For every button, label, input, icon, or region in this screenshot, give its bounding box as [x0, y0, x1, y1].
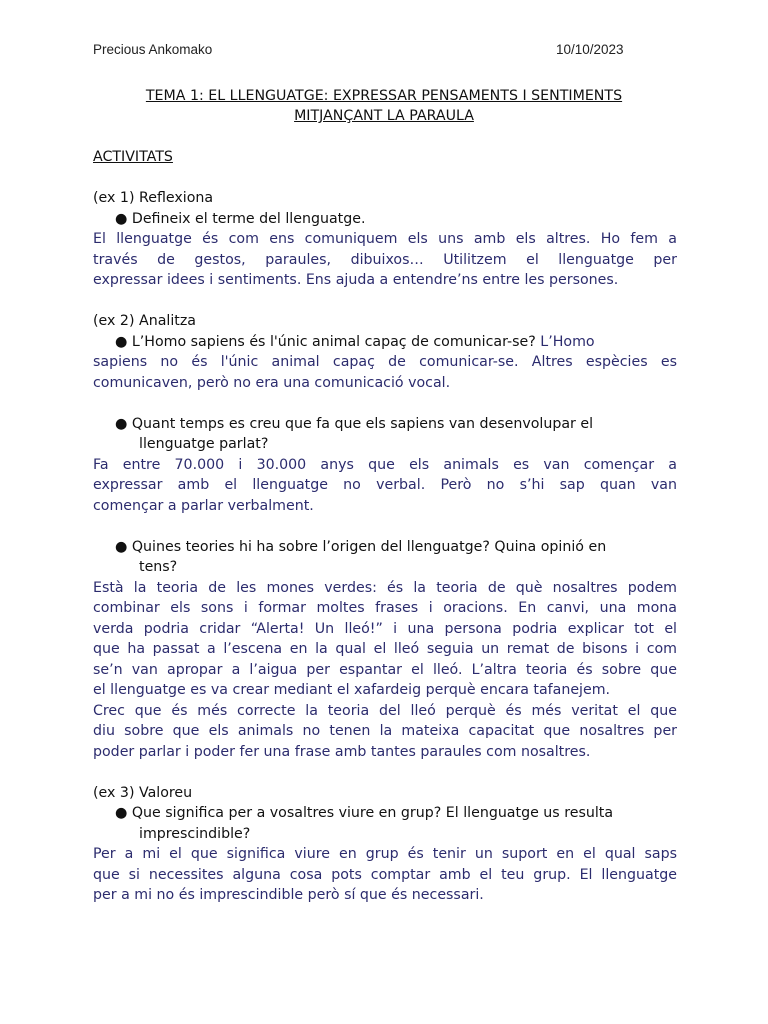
document-date: 10/10/2023 [556, 42, 624, 57]
ex1-answer-line: El llenguatge és com ens comuniquem els uns amb els altres. Ho fem a [93, 231, 677, 247]
ex1-answer-line: través de gestos, paraules, dibuixos… Utilitzem el llenguatge per [93, 251, 677, 268]
ex2-question-2-line: ● Quant temps es creu que fa que els sapiens van desenvolupar el [115, 415, 594, 432]
ex2-question-3-line: ● Quines teories hi ha sobre l’origen del llenguatge? Quina opinió en [115, 538, 607, 555]
author-name: Precious Ankomako [93, 42, 213, 57]
ex2-answer-1-start: L’Homo [535, 333, 595, 350]
ex3-question-1-line: ● Que significa per a vosaltres viure en grup? El llenguatge us resulta [115, 805, 614, 821]
ex2-answer-2-line: expressar amb el llenguatge no verbal. Però no s’hi sap quan van [93, 477, 677, 493]
title-line-2: MITJANÇANT LA PARAULA [294, 108, 474, 124]
ex1-answer-line: expressar idees i sentiments. Ens ajuda a entendre’ns entre les persones. [93, 272, 619, 288]
ex3-answer-1-line: Per a mi el que significa viure en grup és tenir un suport en el qual saps [93, 846, 677, 862]
ex3-question-1-line: imprescindible? [139, 825, 251, 842]
ex2-answer-2-line: Fa entre 70.000 i 30.000 anys que els animals es van començar a [93, 456, 677, 473]
ex2-question-3-line: tens? [139, 559, 178, 575]
ex2-heading: (ex 2) Analitza [93, 313, 196, 329]
title-line-1: TEMA 1: EL LLENGUATGE: EXPRESSAR PENSAMENTS I SENTIMENTS [145, 88, 623, 104]
ex3-answer-1-line: per a mi no és imprescindible però sí que és necessari. [93, 887, 484, 903]
ex2-answer-3-line: se’n van apropar a l’aigua per espantar el lleó. L’altra teoria és sobre que [93, 661, 677, 678]
ex3-answer-1-line: que si necessites alguna cosa pots comptar amb el teu grup. El llenguatge [93, 866, 677, 883]
ex2-answer-3-line: combinar els sons i formar moltes frases i oracions. En canvi, una mona [93, 600, 677, 616]
ex2-answer-2-line: començar a parlar verbalment. [93, 497, 314, 514]
ex2-answer-3-line: poder parlar i poder fer una frase amb tantes paraules com nosaltres. [93, 743, 591, 760]
ex2-question-2-line: llenguatge parlat? [139, 436, 269, 452]
ex2-answer-3-line: que ha passat a l’escena en la qual el lleó seguia un remat de bisons i com [93, 641, 677, 657]
ex1-question-1: ● Defineix el terme del llenguatge. [115, 210, 366, 227]
activities-heading: ACTIVITATS [93, 149, 173, 165]
ex2-answer-3-line: el llenguatge es va crear mediant el xafardeig perquè encara tafanejem. [93, 682, 611, 698]
page-title [93, 86, 675, 126]
ex2-question-1: ● L’Homo sapiens és l'únic animal capaç de comunicar-se? [115, 333, 536, 350]
ex3-heading: (ex 3) Valoreu [93, 784, 193, 801]
ex2-answer-3-line: Crec que és més correcte la teoria del lleó perquè és més veritat el que [93, 702, 677, 719]
ex1-heading: (ex 1) Reflexiona [93, 190, 214, 206]
ex2-answer-1-line: comunicaven, però no era una comunicació vocal. [93, 374, 451, 391]
ex2-answer-1-line: sapiens no és l'únic animal capaç de comunicar-se. Altres espècies es [93, 354, 677, 370]
ex2-question-1-line [93, 332, 677, 353]
ex2-answer-3-line: Està la teoria de les mones verdes: és la teoria de què nosaltres podem [93, 579, 677, 596]
ex2-answer-3-line: diu sobre que els animals no tenen la mateixa capacitat que nosaltres per [93, 723, 677, 739]
ex2-answer-3-line: verda podria cridar “Alerta! Un lleó!” i una persona podria explicar tot el [93, 620, 677, 637]
document-body [93, 147, 677, 906]
